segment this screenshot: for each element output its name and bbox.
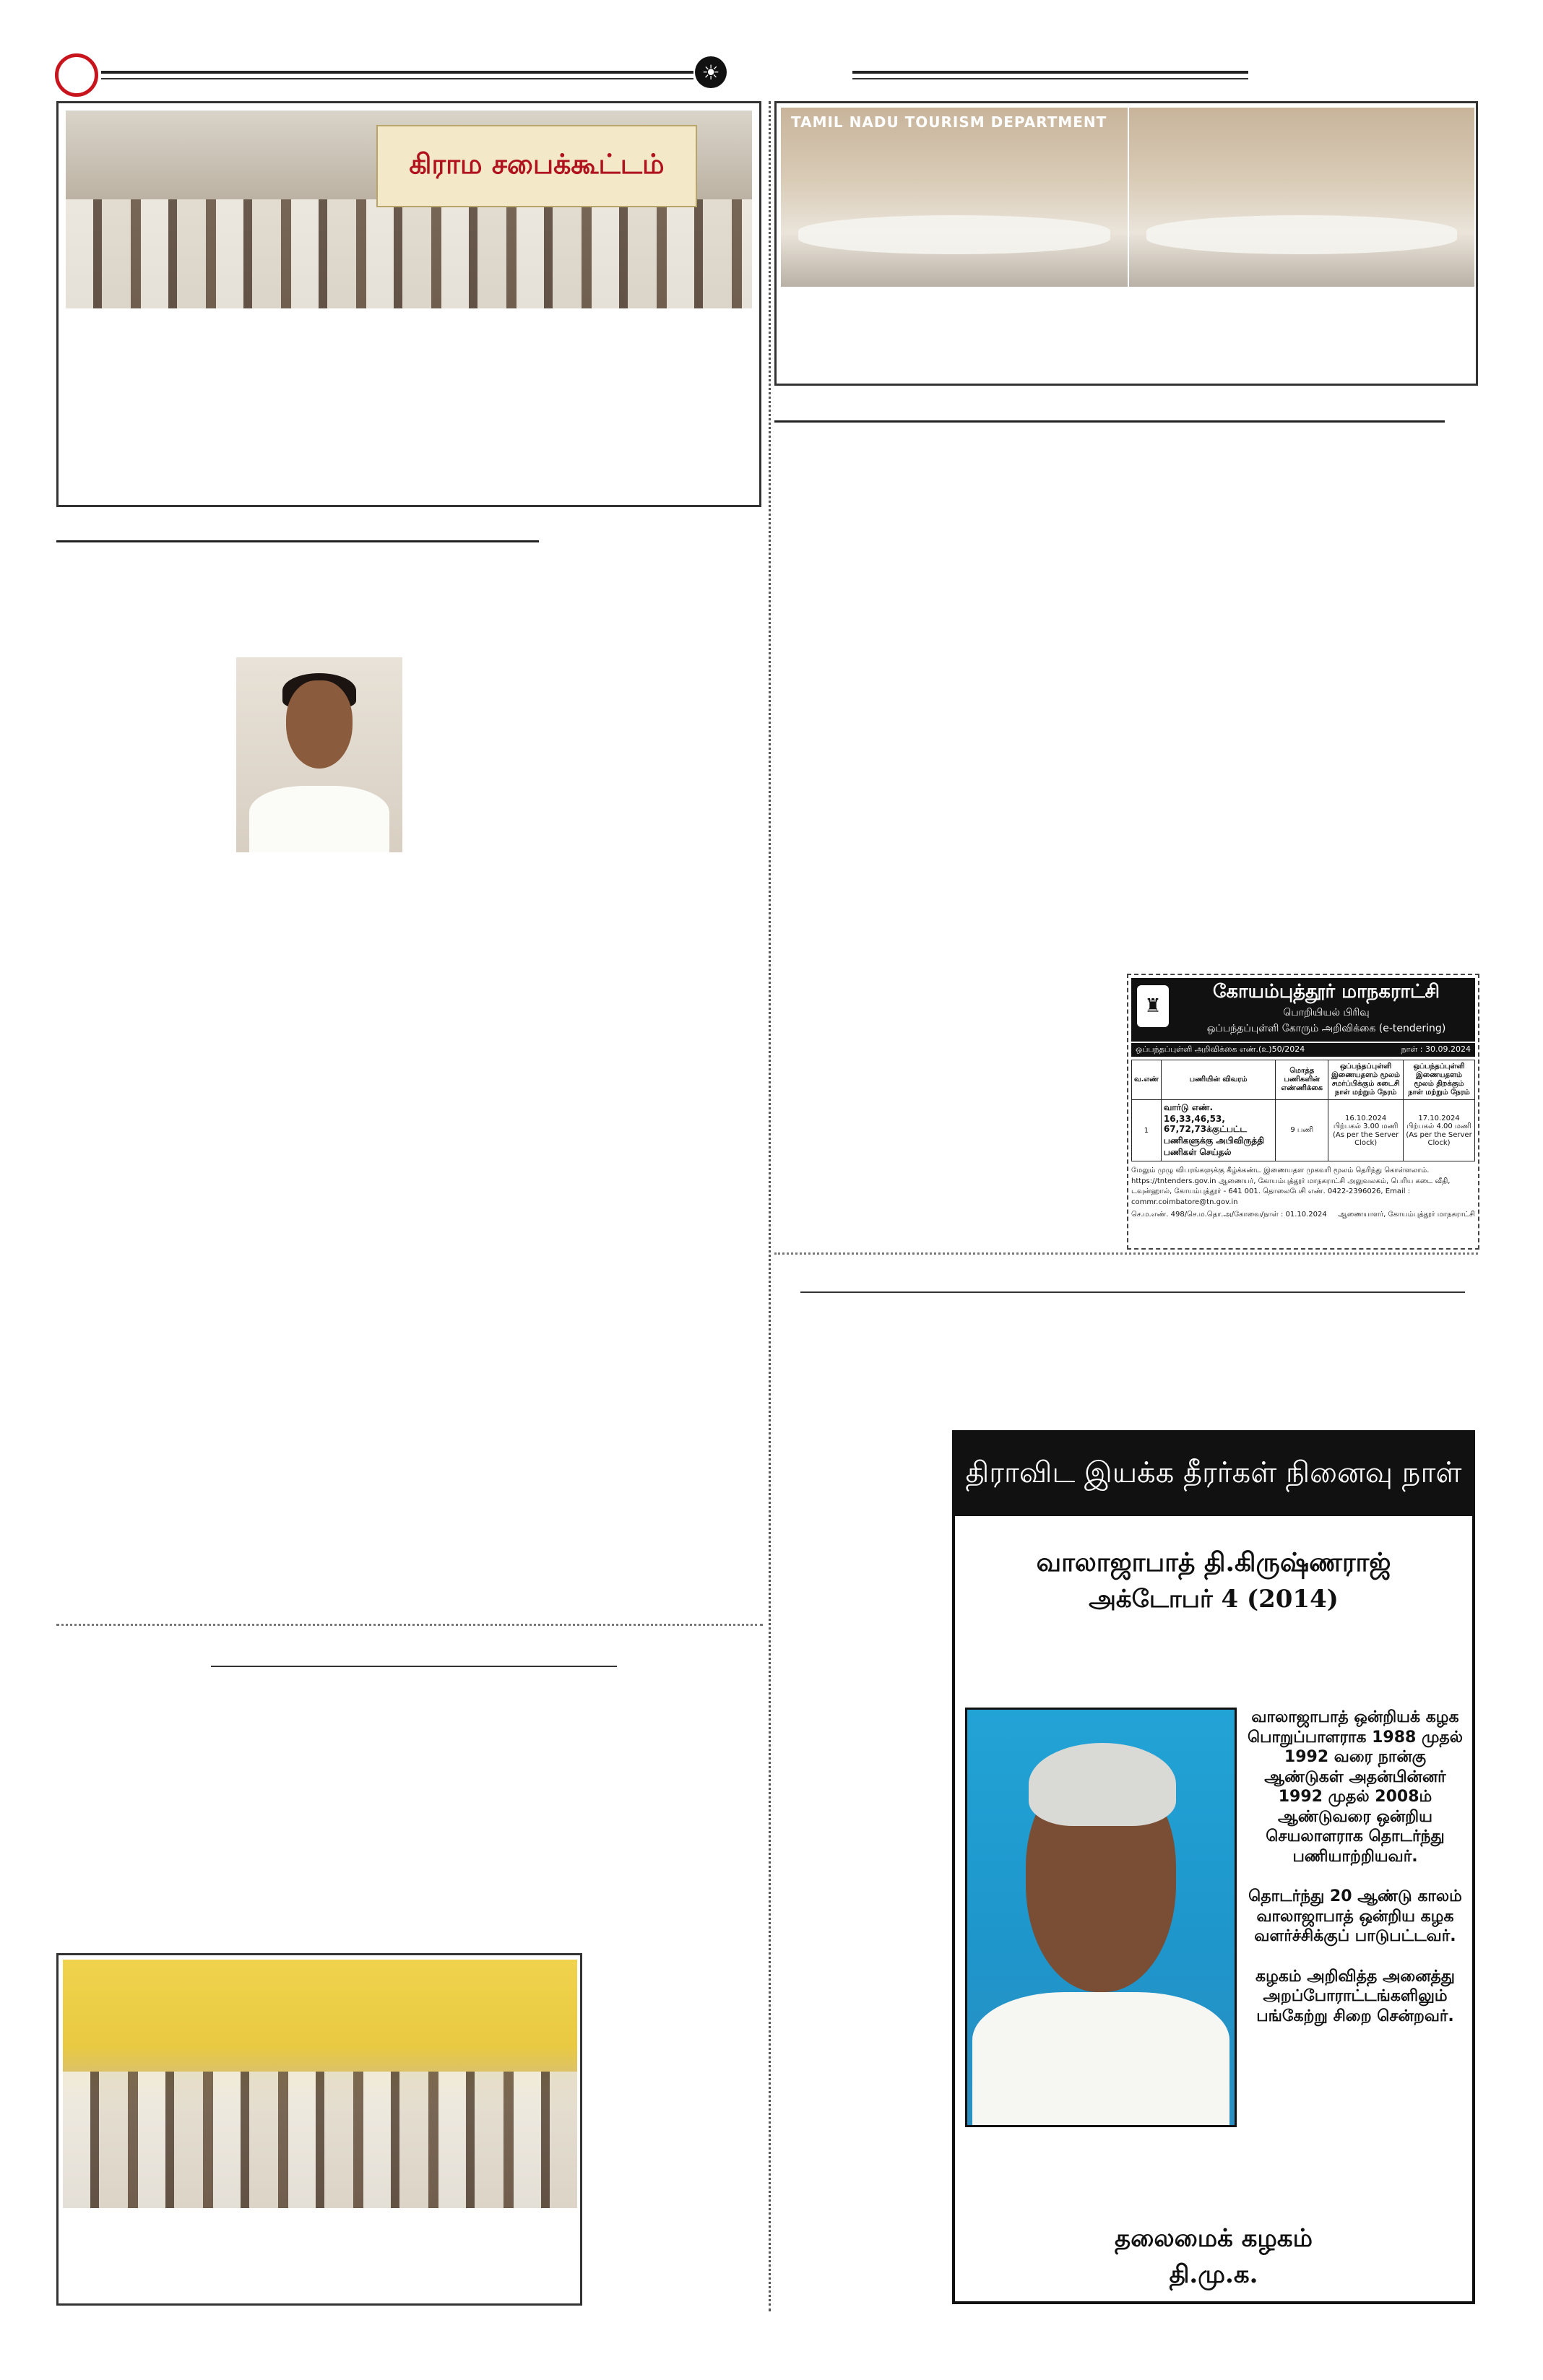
corporation-emblem-icon: ♜	[1137, 985, 1169, 1027]
tender-cell-work: வார்டு எண். 16,33,46,53, 67,72,73க்குட்பட்ட பணிகளுக்கு அபிவிருத்தி பணிகள் செய்தல்	[1161, 1100, 1275, 1161]
memorial-name: வாலாஜாபாத் தி.கிருஷ்ணராஜ்	[1036, 1547, 1391, 1578]
masthead-rule-left-under	[101, 78, 693, 79]
leader-portrait-photo	[236, 657, 402, 852]
bottom-crowd-photo	[63, 1960, 577, 2208]
tender-cell-open: 17.10.2024 பிற்பகல் 4.00 மணி (As per the Server Clock)	[1404, 1100, 1475, 1161]
memorial-para-2: தொடர்ந்து 20 ஆண்டு காலம் வாலாஜாபாத் ஒன்றிய கழக வளர்ச்சிக்குப் பாடுபட்டவர்.	[1248, 1887, 1462, 1945]
gram-sabha-banner-text: கிராம சபைக்கூட்டம்	[409, 148, 665, 180]
memorial-date: அக்டோபர் 4 (2014)	[1089, 1585, 1339, 1614]
memorial-biography	[1247, 1708, 1464, 2046]
headline-rule-left-1	[56, 540, 539, 542]
masthead-logo	[55, 53, 98, 97]
portrait-face	[286, 680, 353, 769]
tender-header	[1131, 978, 1475, 1042]
memorial-heading: திராவிட இயக்க தீரர்கள் நினைவு நாள்	[955, 1433, 1472, 1516]
tender-table	[1131, 1060, 1475, 1161]
tender-cell-count: 9 பணி	[1276, 1100, 1328, 1161]
portrait-shirt	[249, 786, 389, 852]
tender-col-work: பணியின் விவரம்	[1161, 1060, 1275, 1100]
tender-col-open: ஒப்பந்தப்புள்ளி இணையதளம் மூலம் திறக்கும் நாள் மற்றும் நேரம்	[1404, 1060, 1475, 1100]
memorial-advertisement	[952, 1430, 1475, 2304]
tender-col-sno: வ.எண்	[1132, 1060, 1162, 1100]
meeting-table	[1146, 215, 1457, 255]
tender-reference: செ.ம.எண். 498/செ.ம.தொ.அ/கோவை/நாள் : 01.10.2024	[1131, 1211, 1327, 1219]
tender-col-count: மொத்த பணிகளின் எண்ணிக்கை	[1276, 1060, 1328, 1100]
headline-rule-right-1	[774, 420, 1445, 423]
tender-title: கோயம்புத்தூர் மாநகராட்சி	[1212, 981, 1440, 1003]
tender-notice-type: ஒப்பந்தப்புள்ளி கோரும் அறிவிக்கை (e-tendering)	[1206, 1023, 1446, 1034]
column-divider	[769, 101, 771, 2311]
rising-sun-icon: ☀	[695, 56, 727, 88]
tender-cell-sno: 1	[1132, 1100, 1162, 1161]
memorial-photo	[965, 1708, 1237, 2127]
headline-rule-left-2	[211, 1666, 617, 1667]
tourism-dept-caption: TAMIL NADU TOURISM DEPARTMENT	[791, 113, 1107, 131]
tender-footer: மேலும் முழு விபரங்களுக்கு கீழ்க்கண்ட இணையதள முகவரி மூலம் தெரிந்து கொள்ளலாம். https://tntenders.gov.in ஆணையர், கோயம்புத்தூர் மாநகராட்சி அலுவலகம், பெரிய கடை வீதி, டவுன்ஹால், கோயம்புத்தூர் - 641 001. தொலைபேசி எண். 0422-2396026, Email : commr.coimbatore@tn.gov.in	[1131, 1167, 1451, 1206]
tender-sign-row	[1131, 1211, 1475, 1219]
memorial-hair	[1029, 1743, 1176, 1826]
gram-sabha-photo	[66, 111, 752, 308]
tender-date: நாள் : 30.09.2024	[1401, 1044, 1471, 1054]
memorial-footer-party: தி.மு.க.	[1169, 2260, 1258, 2289]
gram-sabha-banner	[376, 125, 697, 207]
meeting-table	[798, 215, 1110, 255]
table-row	[1132, 1100, 1475, 1161]
tender-department: பொறியியல் பிரிவு	[1283, 1007, 1370, 1018]
left-column-separator	[56, 1624, 763, 1626]
tender-notice-number: ஒப்பந்தப்புள்ளி அறிவிக்கை எண்.(உ)50/2024	[1136, 1044, 1305, 1054]
right-column-separator	[774, 1252, 1478, 1255]
tender-col-submit: ஒப்பந்தப்புள்ளி இணையதளம் மூலம் சமர்ப்பிக்கும் கடைசி நாள் மற்றும் நேரம்	[1328, 1060, 1404, 1100]
memorial-para-3: கழகம் அறிவித்த அனைத்து அறப்போராட்டங்களிலும் பங்கேற்று சிறை சென்றவர்.	[1255, 1967, 1455, 2025]
memorial-shirt	[972, 1992, 1229, 2125]
tender-signatory: ஆணையாளர், கோயம்புத்தூர் மாநகராட்சி	[1338, 1211, 1475, 1219]
memorial-para-1: வாலாஜாபாத் ஒன்றியக் கழக பொறுப்பாளராக 1988 முதல் 1992 வரை நான்கு ஆண்டுகள் அதன்பின்னர் 1992 முதல் 2008ம் ஆண்டுவரை ஒன்றிய செயலாளராக தொடர்ந்து பணியாற்றியவர்.	[1248, 1708, 1463, 1866]
masthead-rule-right-under	[852, 78, 1248, 79]
tourism-meeting-photo-right	[1129, 108, 1474, 287]
tender-table-header	[1132, 1060, 1475, 1100]
tender-subheader	[1131, 1043, 1475, 1057]
tender-cell-submit: 16.10.2024 பிற்பகல் 3.00 மணி (As per the Server Clock)	[1328, 1100, 1404, 1161]
tourism-meeting-photo-left	[781, 108, 1128, 287]
headline-rule-right-2	[800, 1291, 1465, 1293]
memorial-footer-org: தலைமைக் கழகம்	[1115, 2224, 1313, 2253]
gram-sabha-photo-box	[56, 101, 761, 507]
bottom-photo-box	[56, 1953, 582, 2306]
masthead-rule-right	[852, 71, 1248, 74]
masthead-rule-left	[101, 71, 693, 74]
tender-notice	[1127, 974, 1479, 1250]
tourism-meeting-photo-box	[774, 101, 1478, 386]
